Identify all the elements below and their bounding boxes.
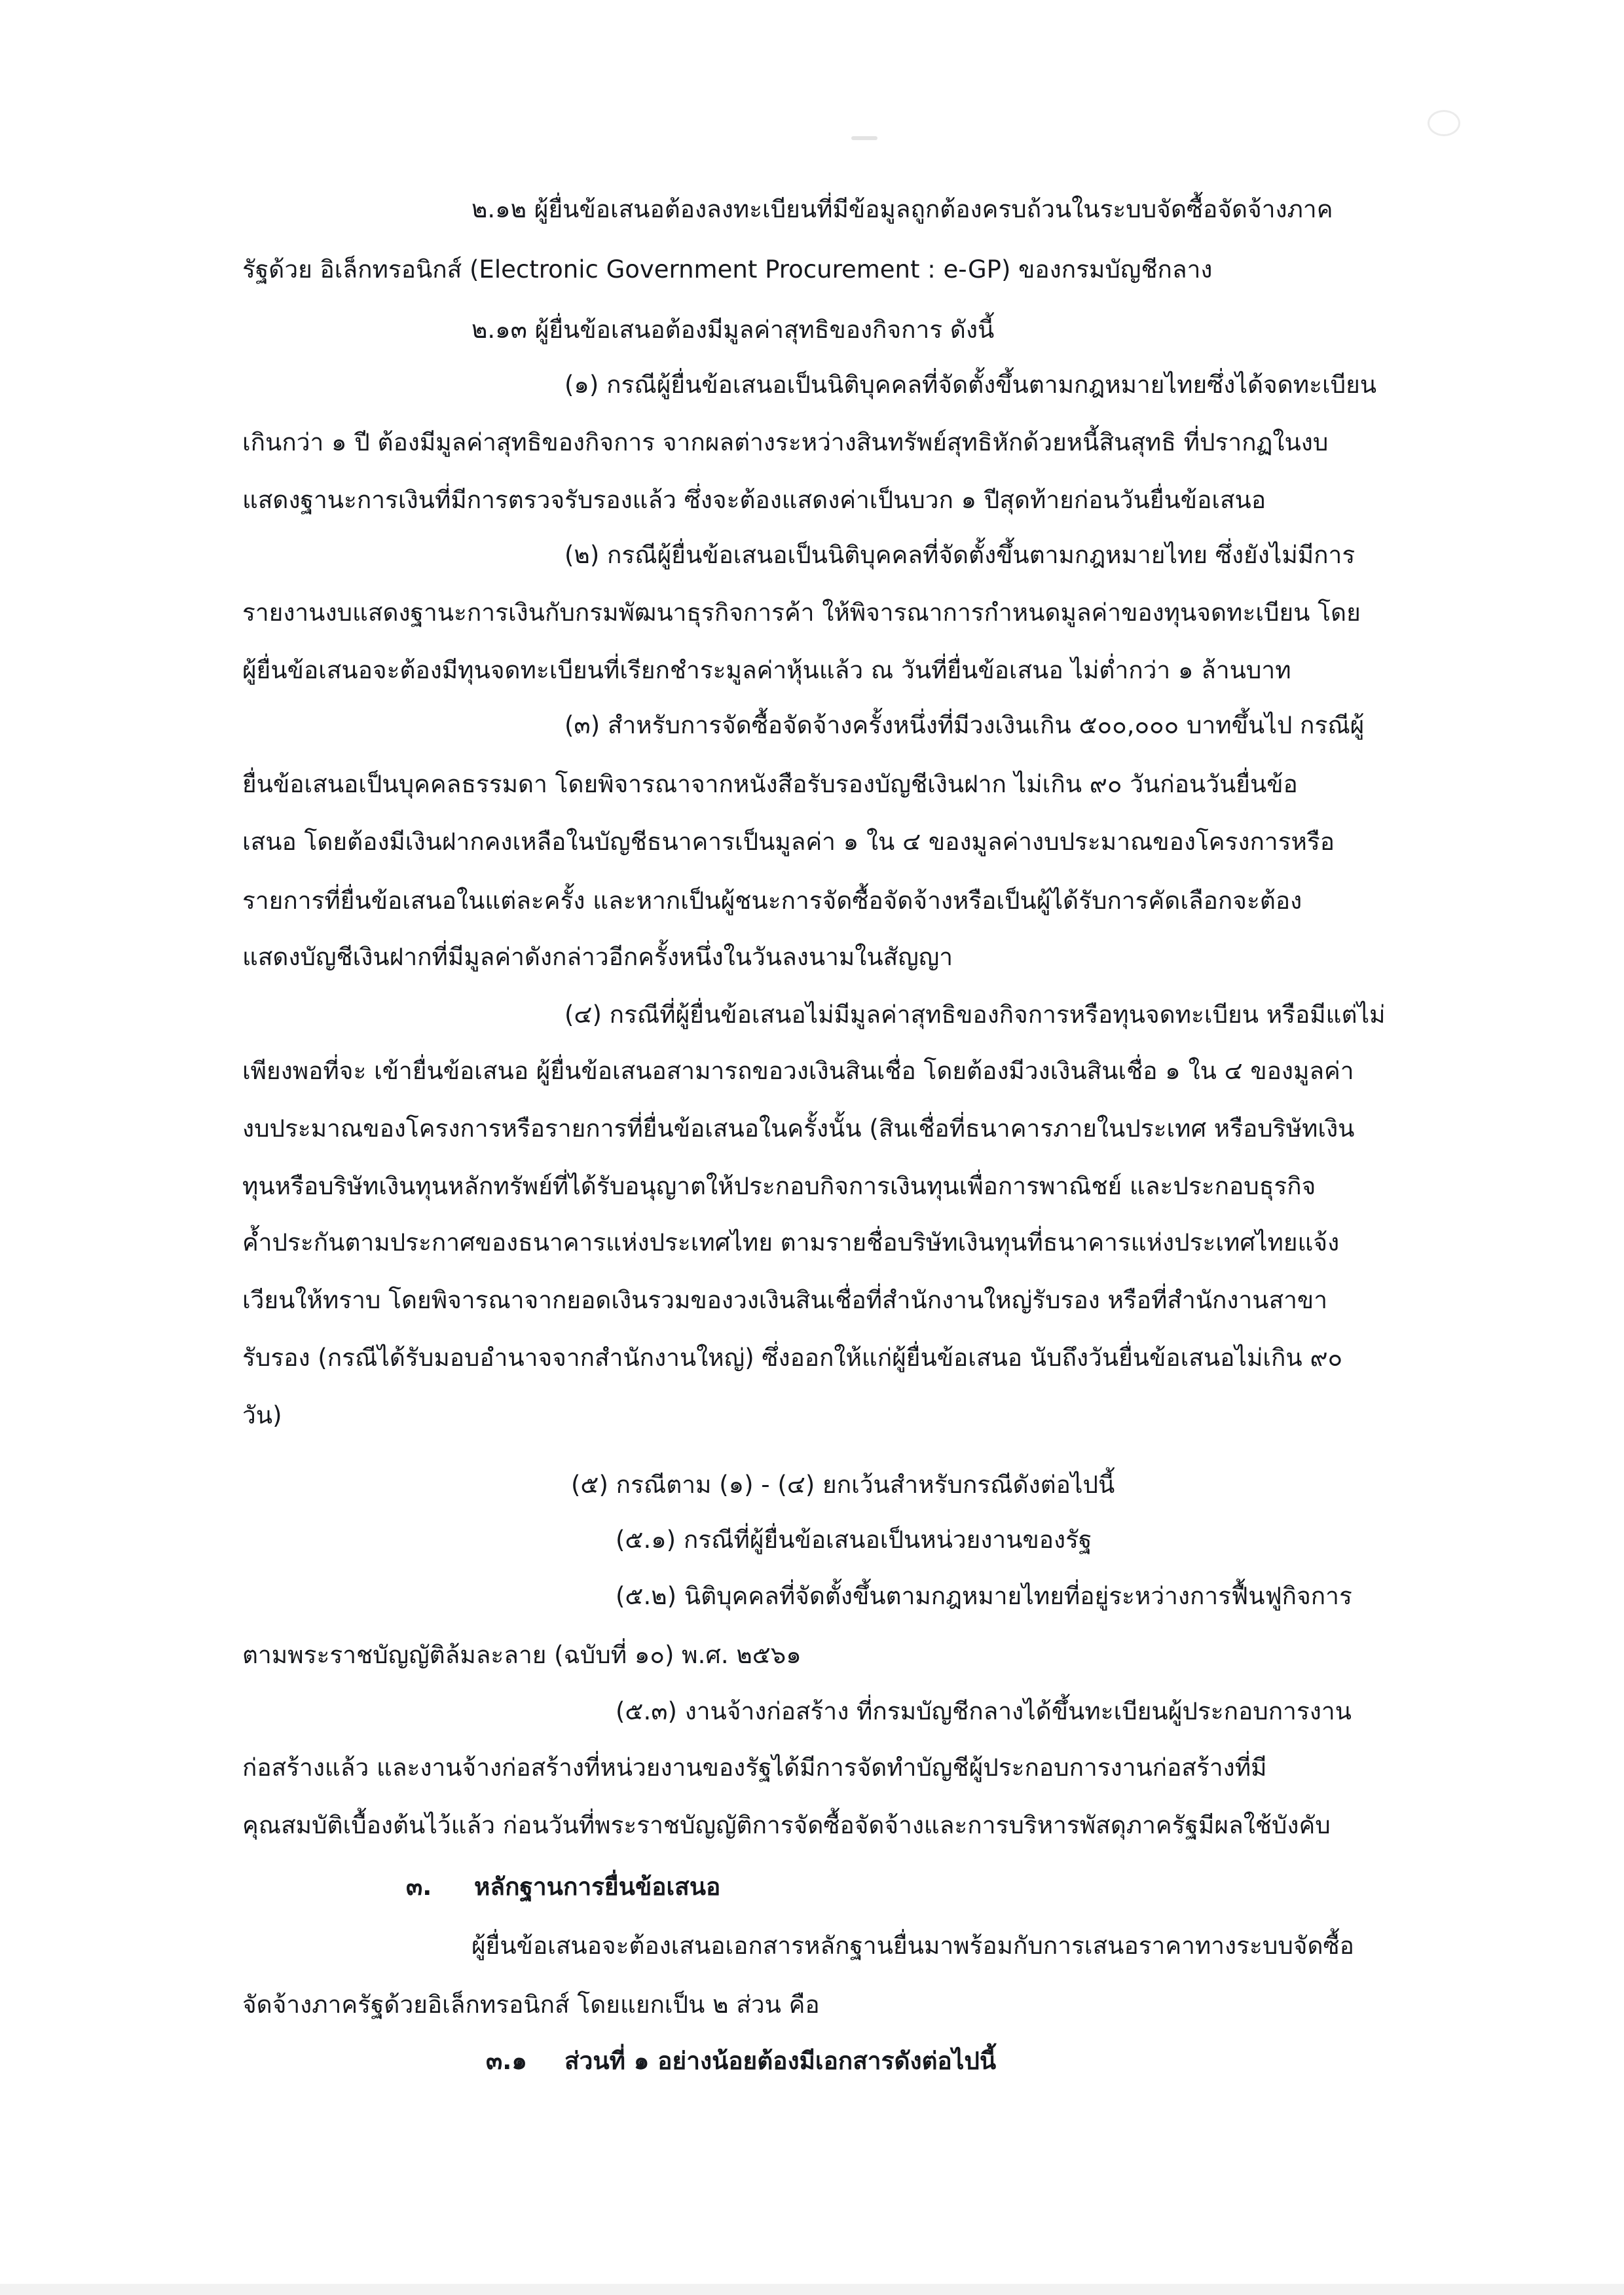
paragraph-line: แสดงฐานะการเงินที่มีการตรวจรับรองแล้ว ซึ่งจะต้องแสดงค่าเป็นบวก ๑ ปีสุดท้ายก่อนวันยื่นข้อเสนอ — [242, 486, 1266, 514]
section-3-body-line: จัดจ้างภาครัฐด้วยอิเล็กทรอนิกส์ โดยแยกเป็น ๒ ส่วน คือ — [242, 1991, 820, 2019]
paragraph-line: คุณสมบัติเบื้องต้นไว้แล้ว ก่อนวันที่พระราชบัญญัติการจัดซื้อจัดจ้างและการบริหารพัสดุภาครัฐมีผลใช้บังคับ — [242, 1811, 1331, 1839]
paragraph-line: ทุนหรือบริษัทเงินทุนหลักทรัพย์ที่ได้รับอนุญาตให้ประกอบกิจการเงินทุนเพื่อการพาณิชย์ และประกอบธุรกิจ — [242, 1172, 1316, 1200]
paragraph-line: ค้ำประกันตามประกาศของธนาคารแห่งประเทศไทย ตามรายชื่อบริษัทเงินทุนที่ธนาคารแห่งประเทศไทยแจ้ง — [242, 1228, 1340, 1257]
paragraph-line: (๕.๓) งานจ้างก่อสร้าง ที่กรมบัญชีกลางได้ขึ้นทะเบียนผู้ประกอบการงาน — [616, 1697, 1352, 1725]
paragraph-line: เพียงพอที่จะ เข้ายื่นข้อเสนอ ผู้ยื่นข้อเสนอสามารถขอวงเงินสินเชื่อ โดยต้องมีวงเงินสินเชื่อ ๑ ใน ๔ ของมูลค่า — [242, 1057, 1354, 1085]
paragraph-line: (๓) สำหรับการจัดซื้อจัดจ้างครั้งหนึ่งที่มีวงเงินเกิน ๕๐๐,๐๐๐ บาทขึ้นไป กรณีผู้ — [564, 711, 1365, 739]
section-3-1-number: ๓.๑ — [486, 2047, 527, 2075]
scan-bottom-edge — [0, 2284, 1624, 2295]
paragraph-line: (๕) กรณีตาม (๑) - (๔) ยกเว้นสำหรับกรณีดังต่อไปนี้ — [571, 1471, 1115, 1499]
paragraph-line: (๒) กรณีผู้ยื่นข้อเสนอเป็นนิติบุคคลที่จัดตั้งขึ้นตามกฎหมายไทย ซึ่งยังไม่มีการ — [564, 541, 1356, 569]
paragraph-line: แสดงบัญชีเงินฝากที่มีมูลค่าดังกล่าวอีกครั้งหนึ่งในวันลงนามในสัญญา — [242, 943, 953, 971]
section-3-number: ๓. — [406, 1873, 432, 1901]
paragraph-line: วัน) — [242, 1401, 282, 1429]
paragraph-line: ผู้ยื่นข้อเสนอจะต้องมีทุนจดทะเบียนที่เรียกชำระมูลค่าหุ้นแล้ว ณ วันที่ยื่นข้อเสนอ ไม่ต่ำกว่า ๑ ล้านบาท — [242, 656, 1291, 684]
paragraph-line: รับรอง (กรณีได้รับมอบอำนาจจากสำนักงานใหญ่) ซึ่งออกให้แก่ผู้ยื่นข้อเสนอ นับถึงวันยื่นข้อเสนอไม่เกิน ๙๐ — [242, 1344, 1343, 1372]
scan-corner-mark — [1428, 110, 1460, 136]
paragraph-line: (๕.๒) นิติบุคคลที่จัดตั้งขึ้นตามกฎหมายไทยที่อยู่ระหว่างการฟื้นฟูกิจการ — [616, 1582, 1352, 1610]
paragraph-line: (๑) กรณีผู้ยื่นข้อเสนอเป็นนิติบุคคลที่จัดตั้งขึ้นตามกฎหมายไทยซึ่งได้จดทะเบียน — [564, 371, 1377, 399]
paragraph-line: เวียนให้ทราบ โดยพิจารณาจากยอดเงินรวมของวงเงินสินเชื่อที่สำนักงานใหญ่รับรอง หรือที่สำนักงานสาขา — [242, 1286, 1327, 1314]
section-3-1-title: ส่วนที่ ๑ อย่างน้อยต้องมีเอกสารดังต่อไปนี้ — [564, 2047, 997, 2075]
scan-speck — [851, 136, 877, 140]
section-3-title: หลักฐานการยื่นข้อเสนอ — [474, 1873, 721, 1901]
paragraph-line: เสนอ โดยต้องมีเงินฝากคงเหลือในบัญชีธนาคารเป็นมูลค่า ๑ ใน ๔ ของมูลค่างบประมาณของโครงการหรือ — [242, 828, 1335, 856]
paragraph-line: รัฐด้วย อิเล็กทรอนิกส์ (Electronic Government Procurement : e-GP) ของกรมบัญชีกลาง — [242, 255, 1213, 284]
paragraph-line: รายงานงบแสดงฐานะการเงินกับกรมพัฒนาธุรกิจการค้า ให้พิจารณาการกำหนดมูลค่าของทุนจดทะเบียน โดย — [242, 598, 1361, 627]
paragraph-line: ๒.๑๓ ผู้ยื่นข้อเสนอต้องมีมูลค่าสุทธิของกิจการ ดังนี้ — [471, 316, 995, 344]
paragraph-line: ยื่นข้อเสนอเป็นบุคคลธรรมดา โดยพิจารณาจากหนังสือรับรองบัญชีเงินฝาก ไม่เกิน ๙๐ วันก่อนวันยื่นข้อ — [242, 770, 1298, 798]
paragraph-line: ก่อสร้างแล้ว และงานจ้างก่อสร้างที่หน่วยงานของรัฐได้มีการจัดทำบัญชีผู้ประกอบการงานก่อสร้างที่มี — [242, 1753, 1267, 1782]
section-3-body-line: ผู้ยื่นข้อเสนอจะต้องเสนอเอกสารหลักฐานยื่นมาพร้อมกับการเสนอราคาทางระบบจัดซื้อ — [471, 1932, 1354, 1960]
paragraph-line: ตามพระราชบัญญัติล้มละลาย (ฉบับที่ ๑๐) พ.ศ. ๒๕๖๑ — [242, 1641, 802, 1669]
paragraph-line: (๕.๑) กรณีที่ผู้ยื่นข้อเสนอเป็นหน่วยงานของรัฐ — [616, 1526, 1092, 1554]
paragraph-line: ๒.๑๒ ผู้ยื่นข้อเสนอต้องลงทะเบียนที่มีข้อมูลถูกต้องครบถ้วนในระบบจัดซื้อจัดจ้างภาค — [471, 195, 1333, 223]
paragraph-line: เกินกว่า ๑ ปี ต้องมีมูลค่าสุทธิของกิจการ จากผลต่างระหว่างสินทรัพย์สุทธิหักด้วยหนี้สินสุทธิ ที่ปรากฏในงบ — [242, 428, 1329, 456]
paragraph-line: งบประมาณของโครงการหรือรายการที่ยื่นข้อเสนอในครั้งนั้น (สินเชื่อที่ธนาคารภายในประเทศ หรือบริษัทเงิน — [242, 1114, 1355, 1143]
paragraph-line: (๔) กรณีที่ผู้ยื่นข้อเสนอไม่มีมูลค่าสุทธิของกิจการหรือทุนจดทะเบียน หรือมีแต่ไม่ — [564, 1001, 1386, 1029]
paragraph-line: รายการที่ยื่นข้อเสนอในแต่ละครั้ง และหากเป็นผู้ชนะการจัดซื้อจัดจ้างหรือเป็นผู้ได้รับการคัดเลือกจะต้อง — [242, 887, 1302, 915]
